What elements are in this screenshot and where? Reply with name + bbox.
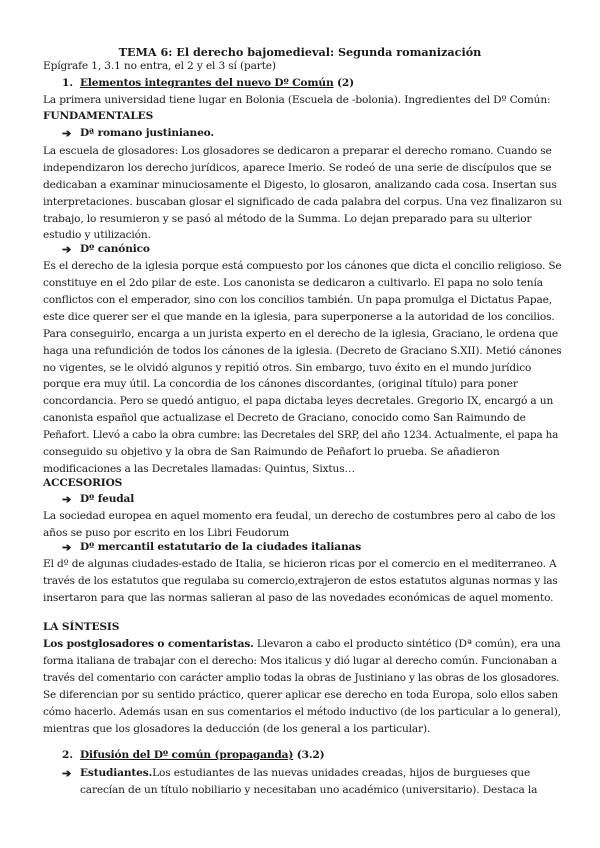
intro-paragraph: La primera universidad tiene lugar en Bolonia (Escuela de -bolonia). Ingredientes del Dº Común: [43, 94, 551, 106]
canonico-heading: Dº canónico [80, 243, 150, 255]
arrow-right-icon: ➔ [62, 493, 72, 506]
sintesis-first-line-rest: Llevaron a cabo el producto sintético (Dª común), era una [253, 638, 561, 650]
romano-heading: Dª romano justinianeo. [80, 127, 214, 139]
paragraph-line: insertaron para que las normas salieran al paso de las novedades económicas de aquel momento. [43, 592, 554, 604]
paragraph-line: La escuela de glosadores: Los glosadores se dedicaron a preparar el derecho romano. Cuando se [43, 145, 552, 157]
paragraph-line: Peñafort. Llevó a cabo la obra cumbre: las Decretales del SRP, del año 1234. Actualmente, el papa ha [43, 429, 559, 441]
paragraph-line: constituye en el 2do pilar de este. Los canonista se dedicaron a cultivarlo. El papa no solo tenía [43, 277, 543, 289]
arrow-right-icon: ➔ [62, 767, 72, 780]
paragraph-line: este dice querer ser el que mande en la iglesia, para superponerse a la autoridad de los concilios. [43, 311, 555, 323]
paragraph-line: años se puso por escrito en los Libri Feudorum [43, 527, 289, 539]
paragraph-line: cómo hacerlo. Además usan en sus comentarios el método inductivo (de los particular a lo general), [43, 706, 561, 718]
paragraph-line: conseguido su objetivo y la obra de San Raimundo de Peñafort lo prueba. Se añadieron [43, 446, 500, 458]
paragraph-line: modificaciones a las Decretales llamadas: Quintus, Sixtus… [43, 463, 355, 475]
section-number: 2. [62, 749, 74, 761]
estudiantes-first-line [80, 765, 530, 782]
feudal-heading: Dº feudal [80, 493, 135, 505]
section-heading-suffix: (3.2) [293, 749, 325, 761]
paragraph-line: través de los estatutos que regulaba su comercio,extrajeron de estos estatutos algunas normas y las [43, 575, 558, 587]
paragraph-line: conflictos con el emperador, sino con los concilios también. Un papa promulga el Dictatus Papae, [43, 294, 552, 306]
sintesis-lead: Los postglosadores o comentaristas. [43, 638, 254, 650]
paragraph-line: interpretaciones. buscaban glosar el significado de cada palabra del corpus. Una vez finalizaron su [43, 196, 562, 208]
subheading-accesorios: ACCESORIOS [43, 477, 123, 489]
arrow-right-icon: ➔ [62, 243, 72, 256]
page-title: TEMA 6: El derecho bajomedieval: Segunda romanización [118, 45, 482, 59]
paragraph-line: concordancia. Pero se quedó antiguo, el papa dictaba leyes decretales. Gregorio IX, encargó a un [43, 395, 554, 407]
paragraph-line: Para conseguirlo, encarga a un jurista experto en el derecho de la iglesia, Graciano, le ordena que [43, 328, 559, 340]
section-heading-text: Elementos integrantes del nuevo Dº Común [80, 77, 334, 89]
paragraph-line: independizaron los derecho jurídicos, aparece Imerio. Se rodeó de una serie de discípulos que se [43, 162, 552, 174]
paragraph-line: no vigentes, se le olvidó algunos y repitió otros. Sin embargo, tuvo éxito en el mundo jurídico [43, 362, 532, 374]
paragraph-line: través del comentario con carácter amplio todas la obras de Justiniano y las obras de los glosadores. [43, 672, 560, 684]
paragraph-line: trabajo, lo resumieron y se pasó al método de la Summa. Lo dejan preparado para su ulterior [43, 213, 532, 225]
paragraph-line: Se diferencian por su sentido práctico, querer aplicar ese derecho en toda Europa, solo ellos saben [43, 689, 558, 701]
sintesis-first-line [43, 636, 561, 653]
epigrafe-note: Epígrafe 1, 3.1 no entra, el 2 y el 3 sí (parte) [43, 60, 276, 72]
paragraph-line: Es el derecho de la iglesia porque está compuesto por los cánones que dicta el concilio religioso. Se [43, 260, 562, 272]
paragraph-line: El dº de algunas ciudades-estado de Italia, se hicieron ricas por el comercio en el mediterraneo. A [43, 558, 557, 570]
mercantil-heading: Dº mercantil estatutario de la ciudades italianas [80, 541, 362, 553]
paragraph-line: haga una refundición de todos los cánones de la iglesia. (Decreto de Graciano S.XII). Metió cánones [43, 345, 562, 357]
paragraph-line: mientras que los glosadores la deducción (de los general a los particular). [43, 723, 431, 735]
paragraph-line: canonista español que actualizase el Decreto de Graciano, conocido como San Raimundo de [43, 412, 526, 424]
section-heading-suffix: (2) [333, 77, 354, 89]
paragraph-line: La sociedad europea en aquel momento era feudal, un derecho de costumbres pero al cabo de los [43, 510, 556, 522]
paragraph-line: estudio y utilización. [43, 229, 151, 241]
section-heading [80, 75, 354, 92]
sintesis-heading: LA SÍNTESIS [43, 621, 120, 633]
paragraph-line: porque era muy útil. La concordia de los cánones discordantes, (original título) para poner [43, 378, 518, 390]
estudiantes-lead: Estudiantes. [80, 767, 153, 779]
paragraph-line: forma italiana de trabajar con el derecho: Mos italicus y dió lugar al derecho común. Funcionaban a [43, 655, 558, 667]
paragraph-line: dedicaban a examinar minuciosamente el Digesto, lo glosaron, analizando cada cosa. Insertan sus [43, 179, 557, 191]
estudiantes-first-line-rest: Los estudiantes de las nuevas unidades creadas, hijos de burgueses que [152, 767, 531, 779]
paragraph-line: carecían de un título nobiliario y necesitaban uno académico (universitario). Destaca la [80, 784, 538, 796]
arrow-right-icon: ➔ [62, 541, 72, 554]
section-heading-text: Difusión del Dº común (propaganda) [80, 749, 294, 761]
arrow-right-icon: ➔ [62, 127, 72, 140]
section-heading [80, 747, 325, 764]
subheading-fundamentales: FUNDAMENTALES [43, 110, 154, 122]
section-number: 1. [62, 77, 74, 89]
